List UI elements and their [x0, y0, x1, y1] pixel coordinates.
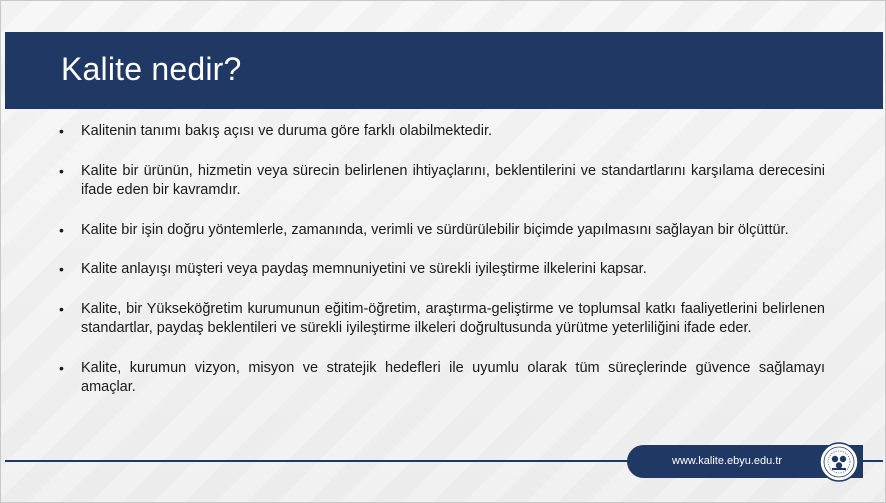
bullet-item: • Kalite anlayışı müşteri veya paydaş memnuniyetini ve sürekli iyileştirme ilkelerini kapsar. — [59, 260, 825, 280]
bullet-item: • Kalite bir ürünün, hizmetin veya sürecin belirlenen ihtiyaçlarını, beklentilerini ve standartlarını karşılama derecesini ifade eden bir kavramdır. — [59, 162, 825, 201]
footer-url: www.kalite.ebyu.edu.tr — [672, 455, 783, 467]
slide-title: Kalite nedir? — [61, 51, 242, 87]
bullet-item: • Kalite bir işin doğru yöntemlerle, zamanında, verimli ve sürdürülebilir biçimde yapılmasını sağlayan bir ölçüttür. — [59, 221, 825, 241]
bullet-item: • Kalite, bir Yükseköğretim kurumunun eğitim-öğretim, araştırma-geliştirme ve toplumsal katkı faaliyetlerini belirlenen standartlar, paydaş beklentileri ve sürekli iyileştirme ilkeleri doğrultusunda yürütme yeterliliğini ifade eder. — [59, 300, 825, 339]
university-seal-icon — [819, 442, 859, 482]
bullet-list — [59, 122, 825, 418]
bullet-item: • Kalite, kurumun vizyon, misyon ve stratejik hedefleri ile uyumlu olarak tüm süreçlerinde güvence sağlamayı amaçlar. — [59, 359, 825, 398]
bullet-item: • Kalitenin tanımı bakış açısı ve duruma göre farklı olabilmektedir. — [59, 122, 825, 142]
